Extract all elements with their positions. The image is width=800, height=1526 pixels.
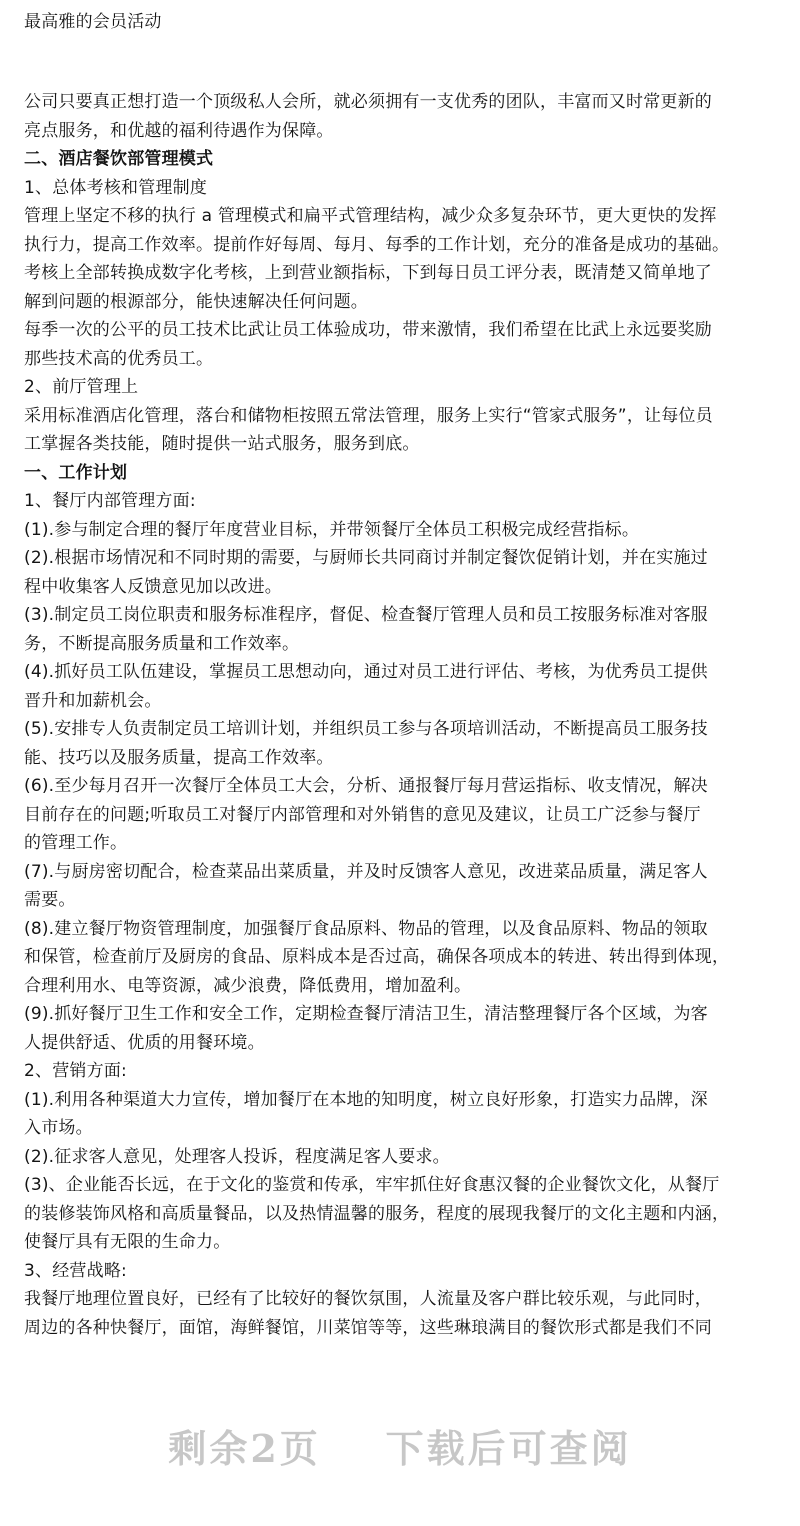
paragraph-line: (1).参与制定合理的餐厅年度营业目标，并带领餐厅全体员工积极完成经营指标。: [24, 520, 640, 540]
paragraph-line: (6).至少每月召开一次餐厅全体员工大会，分析、通报餐厅每月营运指标、收支情况，解决: [24, 776, 708, 796]
remaining-pages-notice[interactable]: 剩余2页 下载后可查阅: [168, 1426, 632, 1471]
paragraph-line: (2).根据市场情况和不同时期的需要，与厨师长共同商讨并制定餐饮促销计划，并在实施过: [24, 548, 708, 568]
paragraph-line: (1).利用各种渠道大力宣传，增加餐厅在本地的知明度，树立良好形象，打造实力品牌，深: [24, 1090, 708, 1110]
paragraph-line: 程中收集客人反馈意见加以改进。: [24, 577, 282, 597]
paragraph-line: 3、经营战略:: [24, 1261, 127, 1281]
paragraph-line: 1、餐厅内部管理方面:: [24, 491, 196, 511]
paragraph-line: (8).建立餐厅物资管理制度，加强餐厅食品原料、物品的管理，以及食品原料、物品的领取: [24, 919, 708, 939]
paragraph-line: (3)、企业能否长远，在于文化的鉴赏和传承，牢牢抓住好食惠汉餐的企业餐饮文化，从餐厅: [24, 1175, 720, 1195]
section-heading: 一、工作计划: [24, 463, 128, 483]
paragraph-line: 合理利用水、电等资源，减少浪费，降低费用，增加盈利。: [24, 976, 472, 996]
paragraph-line: 亮点服务，和优越的福利待遇作为保障。: [24, 121, 334, 141]
paragraph-line: 务，不断提高服务质量和工作效率。: [24, 634, 300, 654]
paragraph-line: 执行力，提高工作效率。提前作好每周、每月、每季的工作计划，充分的准备是成功的基础。: [24, 235, 730, 255]
section-heading: 二、酒店餐饮部管理模式: [24, 149, 214, 169]
page-fade: [0, 1350, 800, 1410]
paragraph-line: (2).征求客人意见，处理客人投诉，程度满足客人要求。: [24, 1147, 450, 1167]
paragraph-line: 我餐厅地理位置良好，已经有了比较好的餐饮氛围，人流量及客户群比较乐观，与此同时，: [24, 1289, 712, 1309]
paragraph-line: 人提供舒适、优质的用餐环境。: [24, 1033, 265, 1053]
paragraph-line: 考核上全部转换成数字化考核，上到营业额指标，下到每日员工评分表，既清楚又简单地了: [24, 263, 712, 283]
paragraph-line: 最高雅的会员活动: [24, 12, 162, 32]
paragraph-line: 周边的各种快餐厅，面馆，海鲜餐馆，川菜馆等等，这些琳琅满目的餐饮形式都是我们不同: [24, 1318, 712, 1338]
paragraph-line: (5).安排专人负责制定员工培训计划，并组织员工参与各项培训活动，不断提高员工服务技: [24, 719, 708, 739]
paragraph-line: (9).抓好餐厅卫生工作和安全工作，定期检查餐厅清洁卫生，清洁整理餐厅各个区域，为客: [24, 1004, 708, 1024]
paragraph-line: 公司只要真正想打造一个顶级私人会所，就必须拥有一支优秀的团队，丰富而又时常更新的: [24, 92, 712, 112]
paragraph-line: 采用标准酒店化管理，落台和储物柜按照五常法管理，服务上实行“管家式服务”，让每位员: [24, 406, 713, 426]
paragraph-line: 晋升和加薪机会。: [24, 691, 162, 711]
paragraph-line: 管理上坚定不移的执行 a 管理模式和扁平式管理结构，减少众多复杂环节，更大更快的发挥: [24, 206, 717, 226]
paragraph-line: 解到问题的根源部分，能快速解决任何问题。: [24, 292, 368, 312]
paragraph-line: 能、技巧以及服务质量，提高工作效率。: [24, 748, 334, 768]
paragraph-line: 和保管，检查前厅及厨房的食品、原料成本是否过高，确保各项成本的转进、转出得到体现，: [24, 947, 730, 967]
paragraph-line: (7).与厨房密切配合，检查菜品出菜质量，并及时反馈客人意见，改进菜品质量，满足客人: [24, 862, 708, 882]
paragraph-line: 入市场。: [24, 1118, 93, 1138]
paragraph-line: 工掌握各类技能，随时提供一站式服务，服务到底。: [24, 434, 420, 454]
paragraph-line: 2、前厅管理上: [24, 377, 139, 397]
paragraph-line: 的管理工作。: [24, 833, 128, 853]
paragraph-line: 那些技术高的优秀员工。: [24, 349, 214, 369]
paragraph-line: 需要。: [24, 890, 76, 910]
paragraph-line: 每季一次的公平的员工技术比武让员工体验成功，带来激情，我们希望在比武上永远要奖励: [24, 320, 712, 340]
paragraph-line: 1、总体考核和管理制度: [24, 178, 208, 198]
paragraph-line: (3).制定员工岗位职责和服务标准程序，督促、检查餐厅管理人员和员工按服务标准对客服: [24, 605, 708, 625]
paragraph-line: 目前存在的问题;听取员工对餐厅内部管理和对外销售的意见及建议，让员工广泛参与餐厅: [24, 805, 701, 825]
paragraph-line: (4).抓好员工队伍建设，掌握员工思想动向，通过对员工进行评估、考核，为优秀员工提供: [24, 662, 708, 682]
paragraph-line: 的装修装饰风格和高质量餐品，以及热情温馨的服务，程度的展现我餐厅的文化主题和内涵，: [24, 1204, 730, 1224]
paragraph-line: 使餐厅具有无限的生命力。: [24, 1232, 231, 1252]
paragraph-line: 2、营销方面:: [24, 1061, 127, 1081]
